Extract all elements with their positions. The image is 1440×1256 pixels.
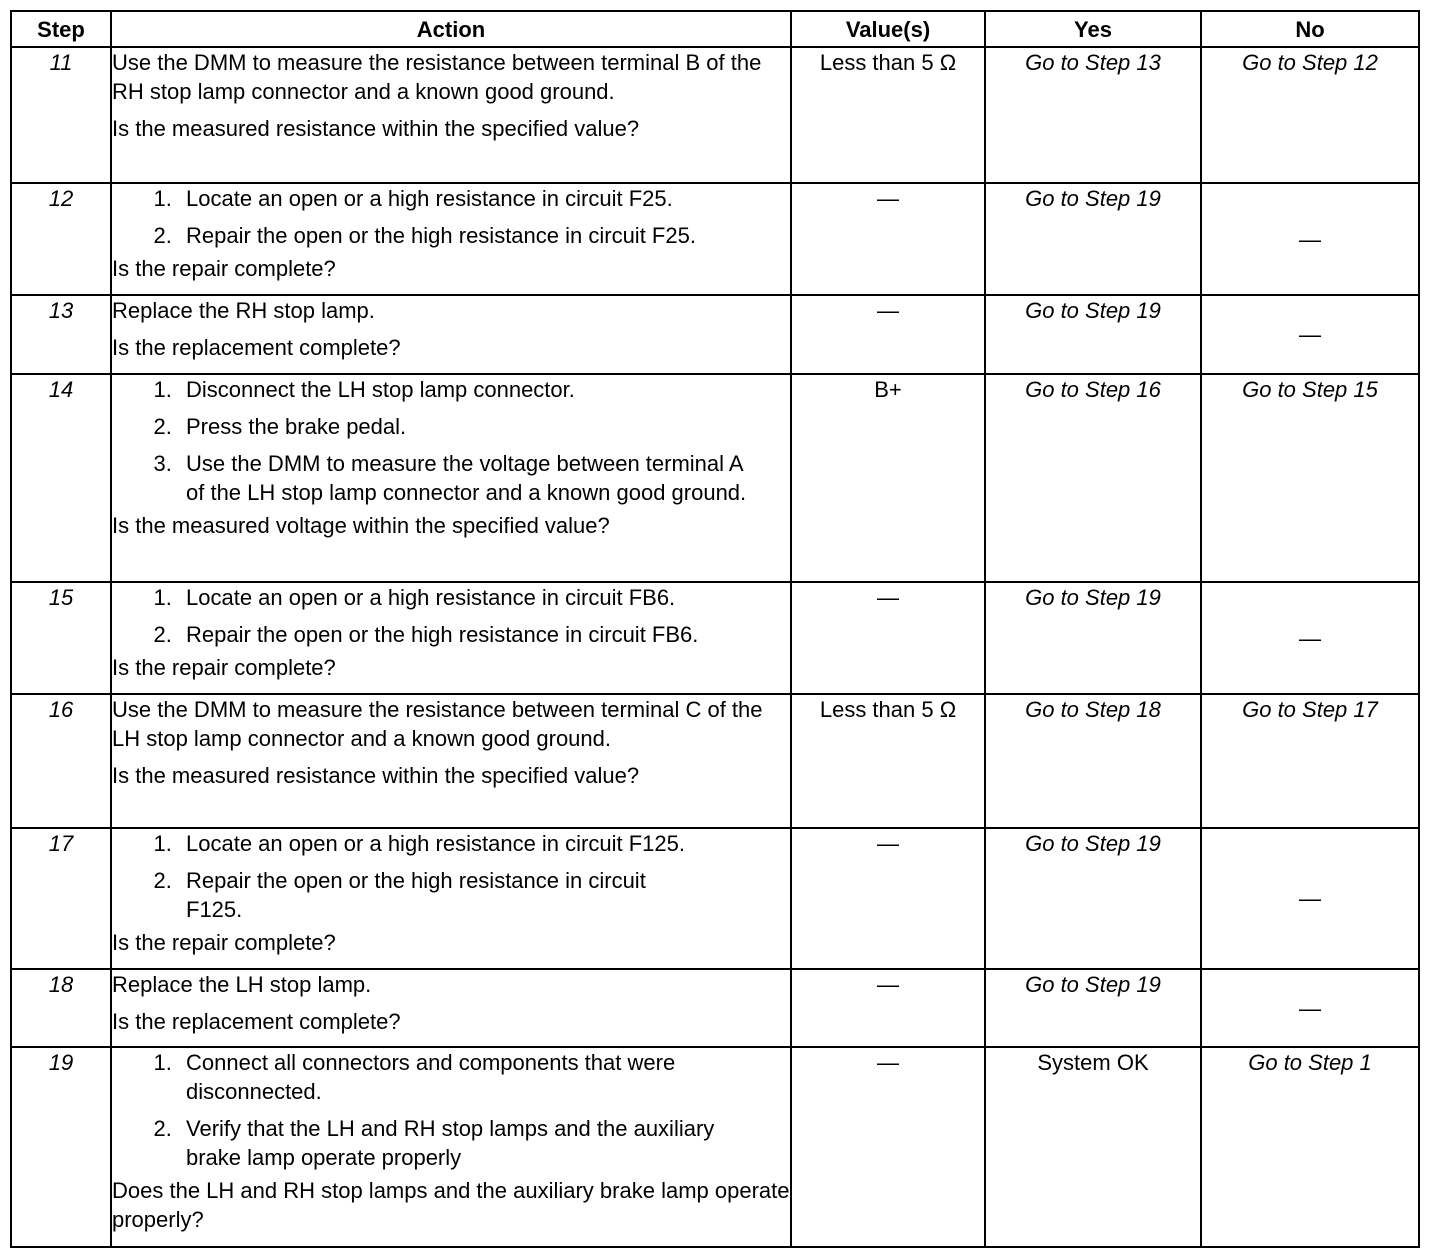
action-text: Replace the LH stop lamp. [112,972,372,997]
table-header [11,11,1419,47]
action-question: Is the measured resistance within the specified value? [112,763,640,788]
value-cell: — [791,969,985,1047]
yes-cell: Go to Step 19 [985,295,1201,374]
value-cell: — [791,183,985,295]
step-number: 11 [11,47,111,183]
header-no: No [1201,11,1419,47]
table-row [11,1047,1419,1247]
value-cell: — [791,295,985,374]
action-step-item: 2. Repair the open or the high resistance in circuit F125. [178,866,790,924]
action-cell [111,183,791,295]
table-row [11,374,1419,582]
header-step: Step [11,11,111,47]
action-question: Is the repair complete? [112,256,336,281]
action-step-item: 1. Locate an open or a high resistance in circuit F125. [178,829,790,858]
value-cell: — [791,828,985,969]
yes-cell: Go to Step 16 [985,374,1201,582]
no-cell: Go to Step 12 [1201,47,1419,183]
action-question: Does the LH and RH stop lamps and the auxiliary brake lamp operate properly? [112,1178,790,1232]
yes-cell: Go to Step 19 [985,828,1201,969]
no-cell: — [1201,582,1419,694]
action-step-item: 3. Use the DMM to measure the voltage between terminal A of the LH stop lamp connector and a known good ground. [178,449,790,507]
action-cell [111,694,791,828]
value-cell: Less than 5 Ω [791,47,985,183]
diagnostic-table-container [10,10,1418,1248]
action-step-item: 1. Locate an open or a high resistance in circuit FB6. [178,583,790,612]
action-cell [111,828,791,969]
yes-cell: Go to Step 13 [985,47,1201,183]
step-number: 18 [11,969,111,1047]
value-cell: Less than 5 Ω [791,694,985,828]
no-cell: Go to Step 15 [1201,374,1419,582]
yes-cell: Go to Step 19 [985,969,1201,1047]
action-cell [111,969,791,1047]
action-steps [112,583,790,649]
action-steps [112,375,790,507]
value-cell: B+ [791,374,985,582]
no-cell: — [1201,969,1419,1047]
action-steps [112,829,790,924]
no-cell: Go to Step 17 [1201,694,1419,828]
action-step-item: 2. Verify that the LH and RH stop lamps and the auxiliary brake lamp operate properly [178,1114,790,1172]
table-row [11,694,1419,828]
action-question: Is the measured resistance within the specified value? [112,116,640,141]
no-cell: — [1201,295,1419,374]
action-text: Replace the RH stop lamp. [112,298,375,323]
diagnostic-table [10,10,1420,1248]
table-row [11,47,1419,183]
action-question: Is the measured voltage within the specified value? [112,513,610,538]
value-cell: — [791,1047,985,1247]
step-number: 17 [11,828,111,969]
table-row [11,582,1419,694]
header-yes: Yes [985,11,1201,47]
action-step-item: 1. Disconnect the LH stop lamp connector. [178,375,790,404]
action-steps [112,184,790,250]
yes-cell: Go to Step 19 [985,582,1201,694]
action-step-item: 2. Repair the open or the high resistance in circuit F25. [178,221,790,250]
action-question: Is the replacement complete? [112,335,401,360]
action-cell [111,295,791,374]
table-body [11,47,1419,1247]
action-cell [111,47,791,183]
table-row [11,828,1419,969]
action-step-item: 1. Locate an open or a high resistance in circuit F25. [178,184,790,213]
no-cell: Go to Step 1 [1201,1047,1419,1247]
action-text: Use the DMM to measure the resistance between terminal B of the RH stop lamp connector and a known good ground. [112,50,762,104]
action-step-item: 2. Repair the open or the high resistance in circuit FB6. [178,620,790,649]
no-cell: — [1201,828,1419,969]
value-cell: — [791,582,985,694]
table-row [11,295,1419,374]
action-question: Is the replacement complete? [112,1009,401,1034]
action-step-item: 2. Press the brake pedal. [178,412,790,441]
step-number: 16 [11,694,111,828]
table-row [11,969,1419,1047]
yes-cell: System OK [985,1047,1201,1247]
action-steps [112,1048,790,1172]
header-action: Action [111,11,791,47]
action-cell [111,582,791,694]
action-question: Is the repair complete? [112,655,336,680]
step-number: 14 [11,374,111,582]
yes-cell: Go to Step 19 [985,183,1201,295]
step-number: 15 [11,582,111,694]
step-number: 13 [11,295,111,374]
header-values: Value(s) [791,11,985,47]
step-number: 12 [11,183,111,295]
step-number: 19 [11,1047,111,1247]
no-cell: — [1201,183,1419,295]
action-cell [111,374,791,582]
table-row [11,183,1419,295]
action-text: Use the DMM to measure the resistance between terminal C of the LH stop lamp connector and a known good ground. [112,697,763,751]
action-cell [111,1047,791,1247]
yes-cell: Go to Step 18 [985,694,1201,828]
action-question: Is the repair complete? [112,930,336,955]
action-step-item: 1. Connect all connectors and components that were disconnected. [178,1048,790,1106]
header-row [11,11,1419,47]
